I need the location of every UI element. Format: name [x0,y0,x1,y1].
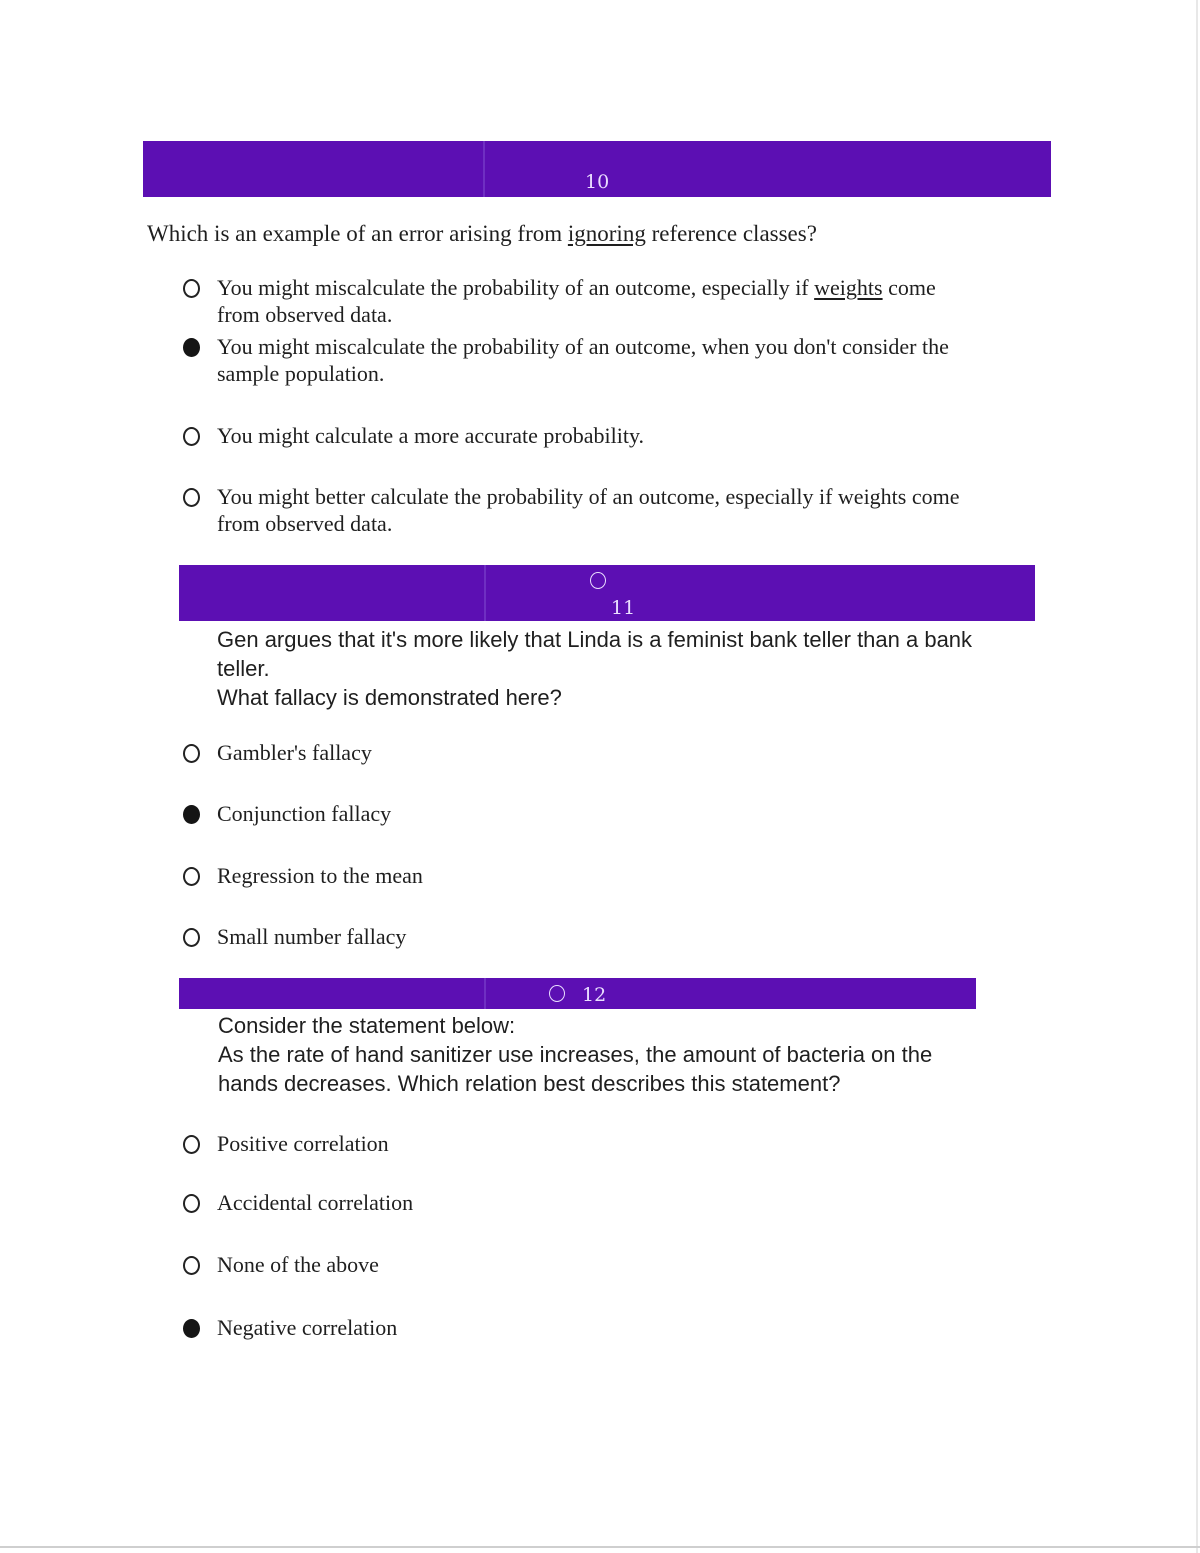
option-label [217,422,644,449]
option-label: Accidental correlation [217,1190,414,1215]
question-11-prompt [217,625,972,712]
radio-unselected-icon[interactable] [183,427,200,446]
radio-unselected-icon[interactable] [183,1256,200,1275]
option-text-line1: You might better calculate the probability of an outcome, especially if weights come [217,484,960,509]
header-divider [484,978,486,1009]
question-12-prompt [218,1011,932,1098]
option-label: None of the above [217,1252,379,1277]
question-number: 10 [585,171,610,193]
prompt-line: Consider the statement below: [218,1013,516,1038]
option-text-line2: from observed data. [217,302,393,327]
circle-icon [590,572,606,589]
question-10-header-bar [143,141,1051,197]
option-text-line2: sample population. [217,361,385,386]
option-label [217,333,949,387]
page-edge-bottom [0,1546,1200,1548]
radio-unselected-icon[interactable] [183,488,200,507]
question-12-header-bar [179,978,976,1009]
prompt-line: What fallacy is demonstrated here? [217,685,562,710]
option-label: Negative correlation [217,1315,398,1340]
option-underlined-word: weights [814,275,883,300]
header-divider [483,141,485,197]
header-divider [484,565,486,621]
radio-unselected-icon[interactable] [183,1194,200,1213]
option-label: Gambler's fallacy [217,740,372,765]
prompt-line: hands decreases. Which relation best describes this statement? [218,1071,841,1096]
prompt-line: As the rate of hand sanitizer use increases, the amount of bacteria on the [218,1042,933,1067]
circle-icon [549,985,565,1002]
question-number: 12 [582,984,607,1006]
prompt-line: teller. [217,656,270,681]
question-10-prompt [147,219,817,248]
prompt-text: reference classes? [645,221,817,246]
option-text-line1: You might calculate a more accurate probability. [217,423,645,448]
option-text: You might miscalculate the probability of an outcome, especially if [217,275,815,300]
question-number: 11 [611,597,636,619]
prompt-text: Which is an example of an error arising from [147,221,568,246]
option-label [217,274,936,328]
option-text: come [882,275,936,300]
option-label: Small number fallacy [217,924,407,949]
radio-selected-icon[interactable] [183,1319,200,1338]
option-label: Regression to the mean [217,863,423,888]
radio-unselected-icon[interactable] [183,1135,200,1154]
option-label: Conjunction fallacy [217,801,392,826]
radio-unselected-icon[interactable] [183,928,200,947]
radio-unselected-icon[interactable] [183,279,200,298]
radio-unselected-icon[interactable] [183,744,200,763]
radio-selected-icon[interactable] [183,805,200,824]
radio-selected-icon[interactable] [183,338,200,357]
prompt-line: Gen argues that it's more likely that Linda is a feminist bank teller than a bank [217,627,973,652]
option-text-line1: You might miscalculate the probability of an outcome, when you don't consider the [217,334,949,359]
option-text-line2: from observed data. [217,511,393,536]
question-11-header-bar [179,565,1035,621]
prompt-underlined-word: ignoring [567,221,646,246]
option-label [217,483,960,537]
radio-unselected-icon[interactable] [183,867,200,886]
page-edge-right [1196,0,1198,1553]
option-label: Positive correlation [217,1131,389,1156]
